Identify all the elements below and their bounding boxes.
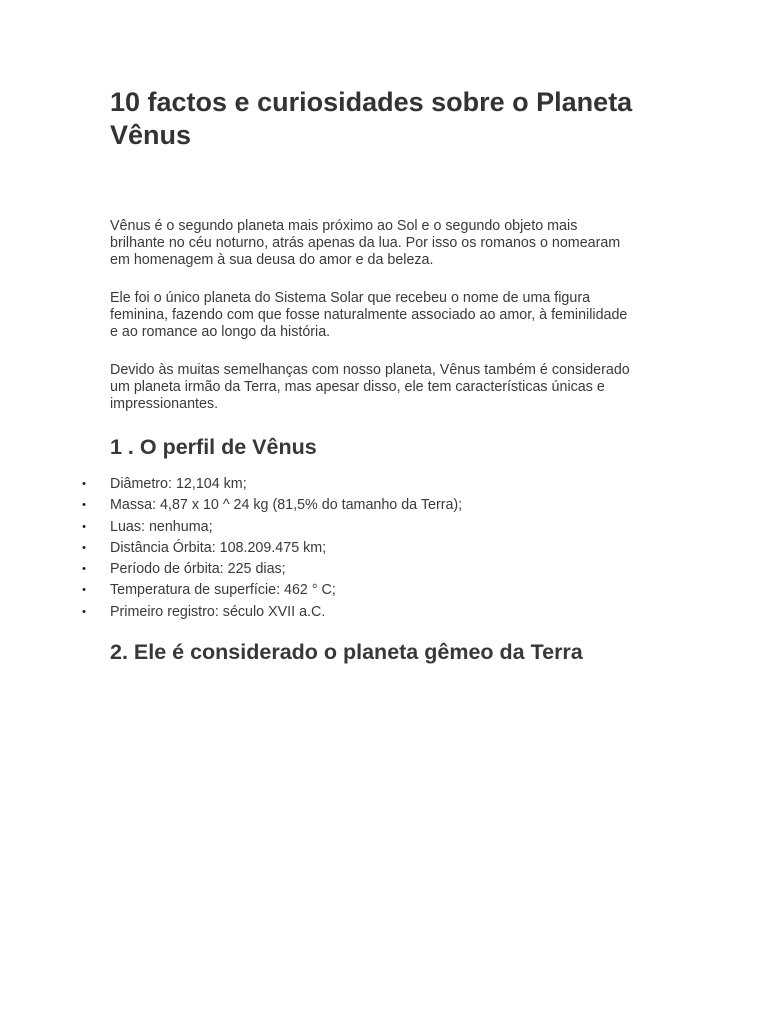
bullet-icon: • <box>82 584 86 597</box>
bullet-icon: • <box>82 605 86 618</box>
list-item-moons <box>80 517 640 538</box>
bullet-icon: • <box>82 499 86 512</box>
section-heading-earth-twin: 2. Ele é considerado o planeta gêmeo da Terra <box>110 640 583 664</box>
intro-paragraph-3: Devido às muitas semelhanças com nosso planeta, Vênus também é considerado um planeta irmão da Terra, mas apesar disso, ele tem características únicas e impressionantes. <box>110 362 630 412</box>
list-item-first-record <box>80 602 640 623</box>
bullet-icon: • <box>82 563 86 576</box>
intro-paragraph-1: Vênus é o segundo planeta mais próximo ao Sol e o segundo objeto mais brilhante no céu noturno, atrás apenas da lua. Por isso os romanos o nomearam em homenagem à sua deusa do amor e da beleza. <box>110 218 621 268</box>
list-item-mass <box>80 495 640 516</box>
list-item-text: Período de órbita: 225 dias; <box>110 561 286 578</box>
list-item-surface-temperature <box>80 580 640 601</box>
list-item-orbit-distance <box>80 538 640 559</box>
intro-paragraph-2: Ele foi o único planeta do Sistema Solar que recebeu o nome de uma figura feminina, fazendo com que fosse naturalmente associado ao amor, à feminilidade e ao romance ao longo da história. <box>110 290 628 340</box>
venus-profile-list <box>80 474 640 623</box>
list-item-text: Diâmetro: 12,104 km; <box>110 476 247 492</box>
bullet-icon: • <box>82 541 86 554</box>
bullet-icon: • <box>82 478 86 490</box>
list-item-text: Primeiro registro: século XVII a.C. <box>110 603 326 620</box>
list-item-text: Massa: 4,87 x 10 ^ 24 kg (81,5% do tamanho da Terra); <box>110 497 463 514</box>
list-item-text: Distância Órbita: 108.209.475 km; <box>110 539 327 556</box>
document-title: 10 factos e curiosidades sobre o Planeta Vênus <box>110 87 633 150</box>
list-item-orbit-period <box>80 559 640 580</box>
list-item-text: Temperatura de superfície: 462 ° C; <box>110 582 336 599</box>
list-item-text: Luas: nenhuma; <box>110 518 213 535</box>
bullet-icon: • <box>82 520 86 533</box>
section-heading-venus-profile: 1 . O perfil de Vênus <box>110 435 317 459</box>
list-item-diameter <box>80 474 640 495</box>
